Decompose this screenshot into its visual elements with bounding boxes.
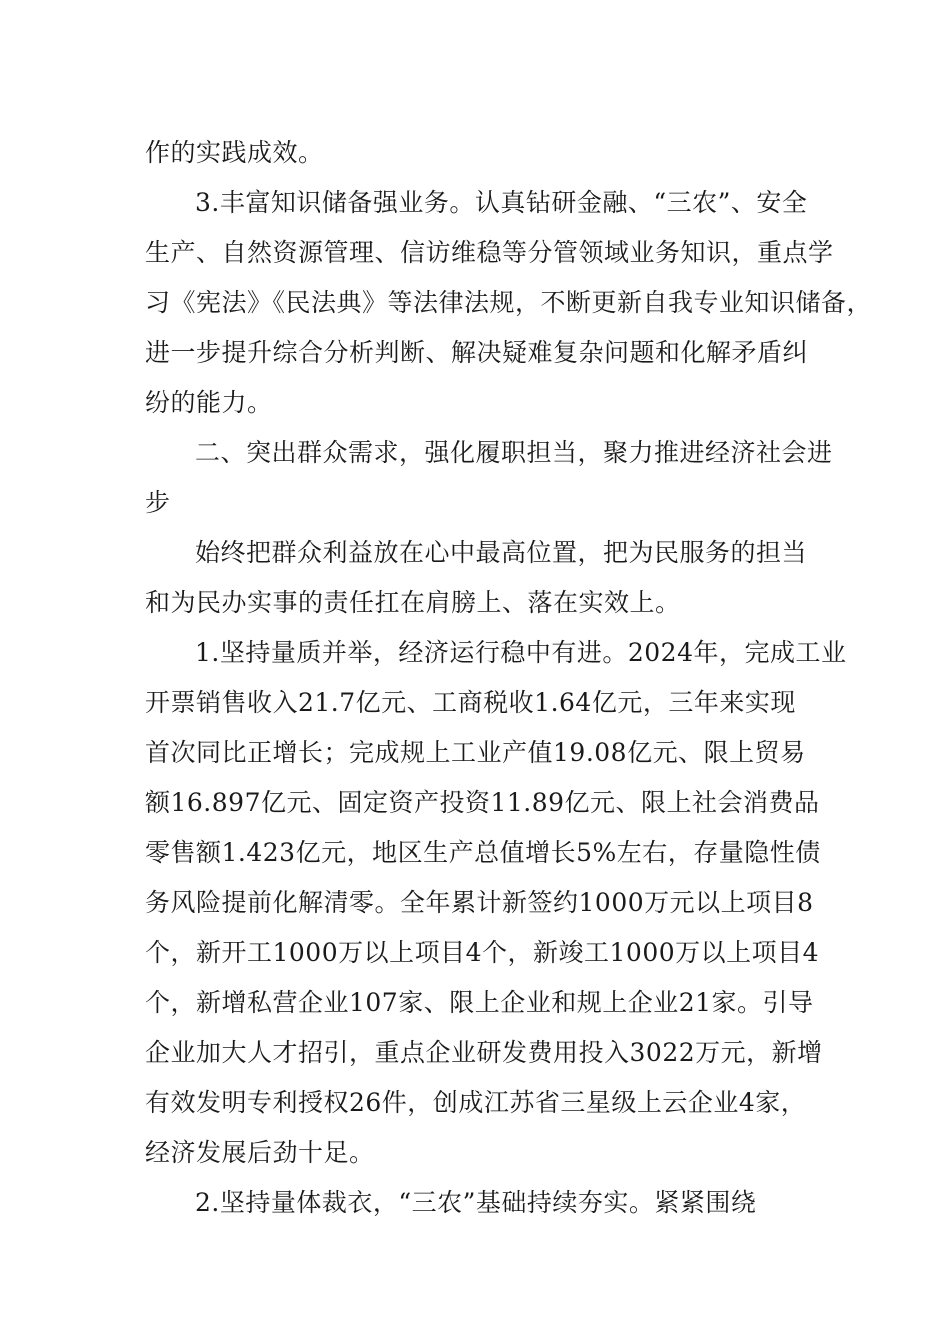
text-line-13: 首次同比正增长；完成规上工业产值19.08亿元、限上贸易 xyxy=(145,738,806,767)
text-line-19: 企业加大人才招引，重点企业研发费用投入3022万元，新增 xyxy=(145,1038,823,1067)
text-line-11: 1.坚持量质并举，经济运行稳中有进。2024年，完成工业 xyxy=(195,638,847,667)
text-line-9: 始终把群众利益放在心中最高位置，把为民服务的担当 xyxy=(195,538,808,567)
text-line-12: 开票销售收入21.7亿元、工商税收1.64亿元，三年来实现 xyxy=(145,688,796,717)
text-line-2: 3.丰富知识储备强业务。认真钻研金融、“三农”、安全 xyxy=(195,188,808,217)
text-line-3: 生产、自然资源管理、信访维稳等分管领域业务知识，重点学 xyxy=(145,238,834,267)
section-heading-line-1: 二、突出群众需求，强化履职担当，聚力推进经济社会进 xyxy=(195,438,833,467)
text-line-1: 作的实践成效。 xyxy=(145,138,324,167)
text-line-21: 经济发展后劲十足。 xyxy=(145,1138,375,1167)
text-line-18: 个，新增私营企业107家、限上企业和规上企业21家。引导 xyxy=(145,988,814,1017)
text-line-16: 务风险提前化解清零。全年累计新签约1000万元以上项目8 xyxy=(145,888,814,917)
text-line-14: 额16.897亿元、固定资产投资11.89亿元、限上社会消费品 xyxy=(145,788,820,817)
text-line-6: 纷的能力。 xyxy=(145,388,273,417)
text-line-15: 零售额1.423亿元，地区生产总值增长5%左右，存量隐性债 xyxy=(145,838,821,867)
text-line-17: 个，新开工1000万以上项目4个，新竣工1000万以上项目4 xyxy=(145,938,820,967)
text-line-4: 习《宪法》《民法典》等法律法规，不断更新自我专业知识储备， xyxy=(145,288,873,317)
text-line-20: 有效发明专利授权26件，创成江苏省三星级上云企业4家， xyxy=(145,1088,807,1117)
text-line-10: 和为民办实事的责任扛在肩膀上、落在实效上。 xyxy=(145,588,681,617)
text-line-5: 进一步提升综合分析判断、解决疑难复杂问题和化解矛盾纠 xyxy=(145,338,809,367)
section-heading-line-2: 步 xyxy=(145,488,171,517)
text-line-22: 2.坚持量体裁衣，“三农”基础持续夯实。紧紧围绕 xyxy=(195,1188,757,1217)
